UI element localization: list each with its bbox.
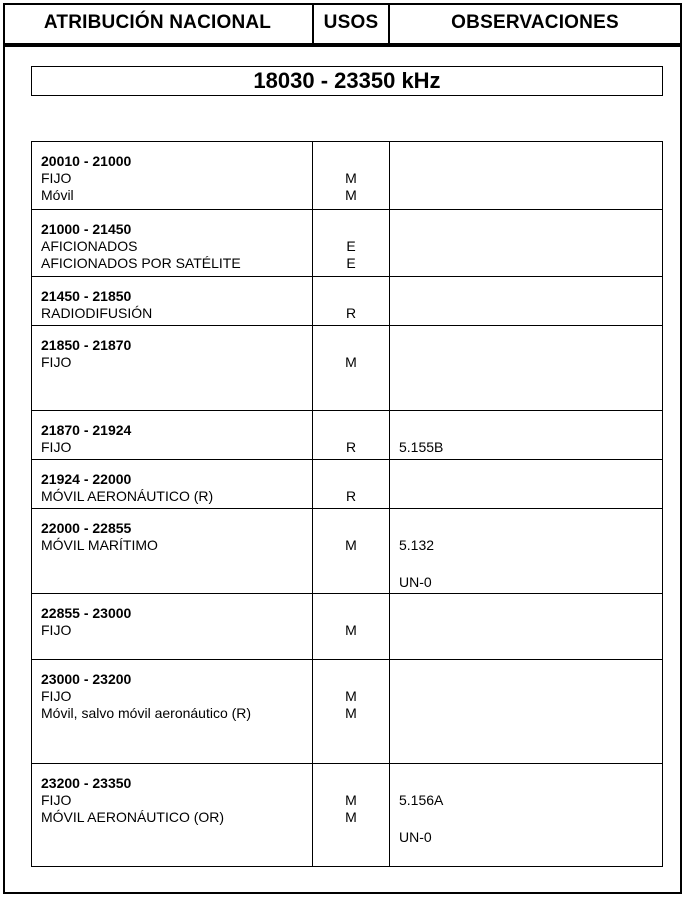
service-name: MÓVIL MARÍTIMO: [41, 537, 158, 553]
service-uso: M: [345, 688, 357, 704]
service-uso: M: [345, 537, 357, 553]
frequency-range: 22855 - 23000: [41, 605, 132, 621]
table-row: [32, 209, 662, 276]
service-name: FIJO: [41, 688, 72, 704]
service-name: FIJO: [41, 792, 72, 808]
frequency-range: 21850 - 21870: [41, 337, 132, 353]
table-row: [32, 459, 662, 508]
table-row: [32, 593, 662, 659]
service-name: Móvil: [41, 187, 74, 203]
table-row: [32, 659, 662, 763]
service-name: RADIODIFUSIÓN: [41, 305, 153, 321]
service-name: MÓVIL AERONÁUTICO (OR): [41, 809, 225, 825]
service-name: AFICIONADOS POR SATÉLITE: [41, 255, 241, 271]
frequency-range: 21924 - 22000: [41, 471, 132, 487]
service-uso: M: [345, 354, 357, 370]
table-row: [32, 142, 662, 209]
service-name: FIJO: [41, 622, 72, 638]
band-title: 18030 - 23350 kHz: [31, 66, 663, 96]
service-name: MÓVIL AERONÁUTICO (R): [41, 488, 214, 504]
service-uso: R: [345, 305, 357, 321]
table-header: [3, 3, 682, 47]
table-row: [32, 763, 662, 867]
frequency-range: 21450 - 21850: [41, 288, 132, 304]
frequency-range: 22000 - 22855: [41, 520, 132, 536]
service-name: FIJO: [41, 354, 72, 370]
frequency-range: 21870 - 21924: [41, 422, 132, 438]
observation: UN-0: [399, 574, 432, 590]
header-atribucion: ATRIBUCIÓN NACIONAL: [43, 12, 272, 33]
service-name: FIJO: [41, 170, 72, 186]
service-uso: M: [345, 187, 357, 203]
service-uso: M: [345, 792, 357, 808]
service-uso: M: [345, 170, 357, 186]
observation: 5.155B: [399, 439, 444, 455]
service-uso: M: [345, 809, 357, 825]
header-observaciones: OBSERVACIONES: [451, 12, 619, 33]
service-uso: R: [345, 439, 357, 455]
service-uso: M: [345, 622, 357, 638]
service-uso: R: [345, 488, 357, 504]
service-name: AFICIONADOS: [41, 238, 138, 254]
header-usos: USOS: [323, 12, 379, 33]
service-uso: E: [346, 238, 356, 254]
service-name: Móvil, salvo móvil aeronáutico (R): [41, 705, 252, 721]
frequency-range: 20010 - 21000: [41, 153, 132, 169]
table-row: [32, 508, 662, 593]
service-uso: E: [346, 255, 356, 271]
observation: UN-0: [399, 829, 432, 845]
allocation-table: [31, 141, 663, 867]
observation: 5.156A: [399, 792, 444, 808]
service-uso: M: [345, 705, 357, 721]
table-row: [32, 276, 662, 325]
frequency-range: 23200 - 23350: [41, 775, 132, 791]
table-row: [32, 325, 662, 410]
frequency-range: 21000 - 21450: [41, 221, 132, 237]
service-name: FIJO: [41, 439, 72, 455]
frequency-range: 23000 - 23200: [41, 671, 132, 687]
observation: 5.132: [399, 537, 435, 553]
table-row: [32, 410, 662, 459]
